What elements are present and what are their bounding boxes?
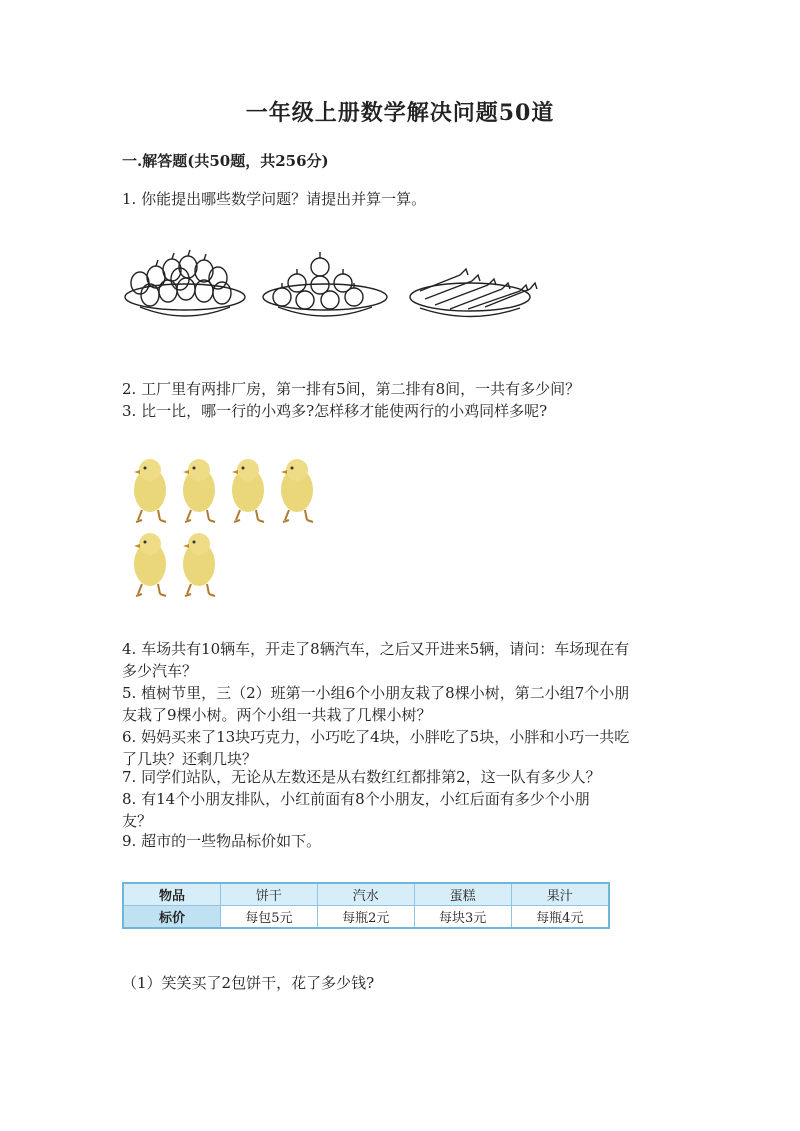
row-header-item: 物品 (123, 883, 221, 906)
item-cell: 蛋糕 (414, 883, 511, 906)
question-6: 6. 妈妈买来了13块巧克力，小巧吃了4块，小胖吃了5块，小胖和小巧一共吃 (122, 728, 630, 746)
question-3: 3. 比一比，哪一行的小鸡多?怎样移才能使两行的小鸡同样多呢? (122, 402, 548, 420)
price-cell: 每瓶4元 (511, 906, 609, 929)
apple-plate (263, 252, 387, 316)
question-7: 7. 同学们站队，无论从左数还是从右数红红都排第2，这一队有多少人？ (122, 768, 601, 786)
price-table-item-row (123, 883, 609, 906)
question-6-cont: 了几块？还剩几块？ (122, 750, 258, 768)
row-header-price: 标价 (123, 906, 221, 929)
question-4-cont: 多少汽车？ (122, 662, 198, 680)
chick-row1-3 (232, 459, 264, 522)
chick-row1-4 (281, 459, 313, 522)
chick-row1-1 (134, 459, 166, 522)
question-4: 4. 车场共有10辆车，开走了8辆汽车，之后又开进来5辆，请问：车场现在有 (122, 640, 630, 658)
section-heading: 一.解答题(共50题，共256分) (122, 152, 329, 170)
question-5: 5. 植树节里，三（2）班第一小组6个小朋友栽了8棵小树，第二小组7个小朋 (122, 684, 630, 702)
price-cell: 每瓶2元 (317, 906, 414, 929)
fruit-plates-figure (120, 245, 540, 330)
question-8: 8. 有14个小朋友排队，小红前面有8个小朋友，小红后面有多少个小朋 (122, 790, 590, 808)
item-cell: 汽水 (317, 883, 414, 906)
chick-row2-1 (134, 533, 166, 596)
carrot-plate (410, 269, 537, 317)
question-5-cont: 友栽了9棵小树。两个小组一共栽了几棵小树？ (122, 706, 432, 724)
pear-plate (125, 250, 245, 316)
price-table (122, 882, 610, 929)
price-cell: 每块3元 (414, 906, 511, 929)
question-8-cont: 友？ (122, 812, 153, 830)
page-title: 一年级上册数学解决问题50道 (245, 100, 555, 126)
question-9-1: （1）笑笑买了2包饼干，花了多少钱? (122, 974, 375, 992)
item-cell: 饼干 (221, 883, 318, 906)
chicks-figure (122, 452, 337, 602)
question-2: 2. 工厂里有两排厂房，第一排有5间，第二排有8间，一共有多少间？ (122, 380, 581, 398)
question-9: 9. 超市的一些物品标价如下。 (122, 832, 322, 850)
question-1: 1. 你能提出哪些数学问题？请提出并算一算。 (122, 190, 427, 208)
chick-row1-2 (183, 459, 215, 522)
price-cell: 每包5元 (221, 906, 318, 929)
price-table-price-row (123, 906, 609, 929)
chick-row2-2 (183, 533, 215, 596)
item-cell: 果汁 (511, 883, 609, 906)
